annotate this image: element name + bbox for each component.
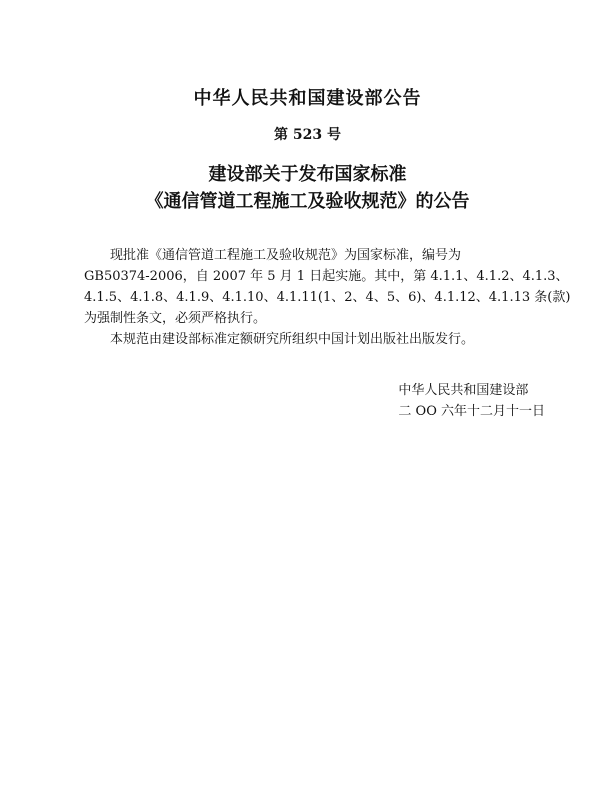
signature-date: 二 OO 六年十二月十一日 [398,404,545,419]
announcement-headline-line1: 建设部关于发布国家标准 [208,164,407,185]
announcement-body [84,245,571,350]
signature-block [398,380,545,422]
body-line-3: 4.1.5、4.1.8、4.1.9、4.1.10、4.1.11(1、2、4、5、6)、4.1.12、4.1.13 条(款) [84,290,571,305]
announcement-headline-line2: 《通信管道工程施工及验收规范》的公告 [145,191,470,212]
body-line-4: 为强制性条文，必须严格执行。 [84,311,267,326]
body-line-1: 现批准《通信管道工程施工及验收规范》为国家标准，编号为 [110,248,462,263]
announcement-org-title: 中华人民共和国建设部公告 [193,88,422,109]
body-line-5: 本规范由建设部标准定额研究所组织中国计划出版社出版发行。 [110,332,475,347]
signature-org: 中华人民共和国建设部 [398,383,529,398]
announcement-number: 第 523 号 [274,127,341,143]
body-line-2: GB50374-2006，自 2007 年 5 月 1 日起实施。其中，第 4.1.1、4.1.2、4.1.3、 [84,269,569,284]
